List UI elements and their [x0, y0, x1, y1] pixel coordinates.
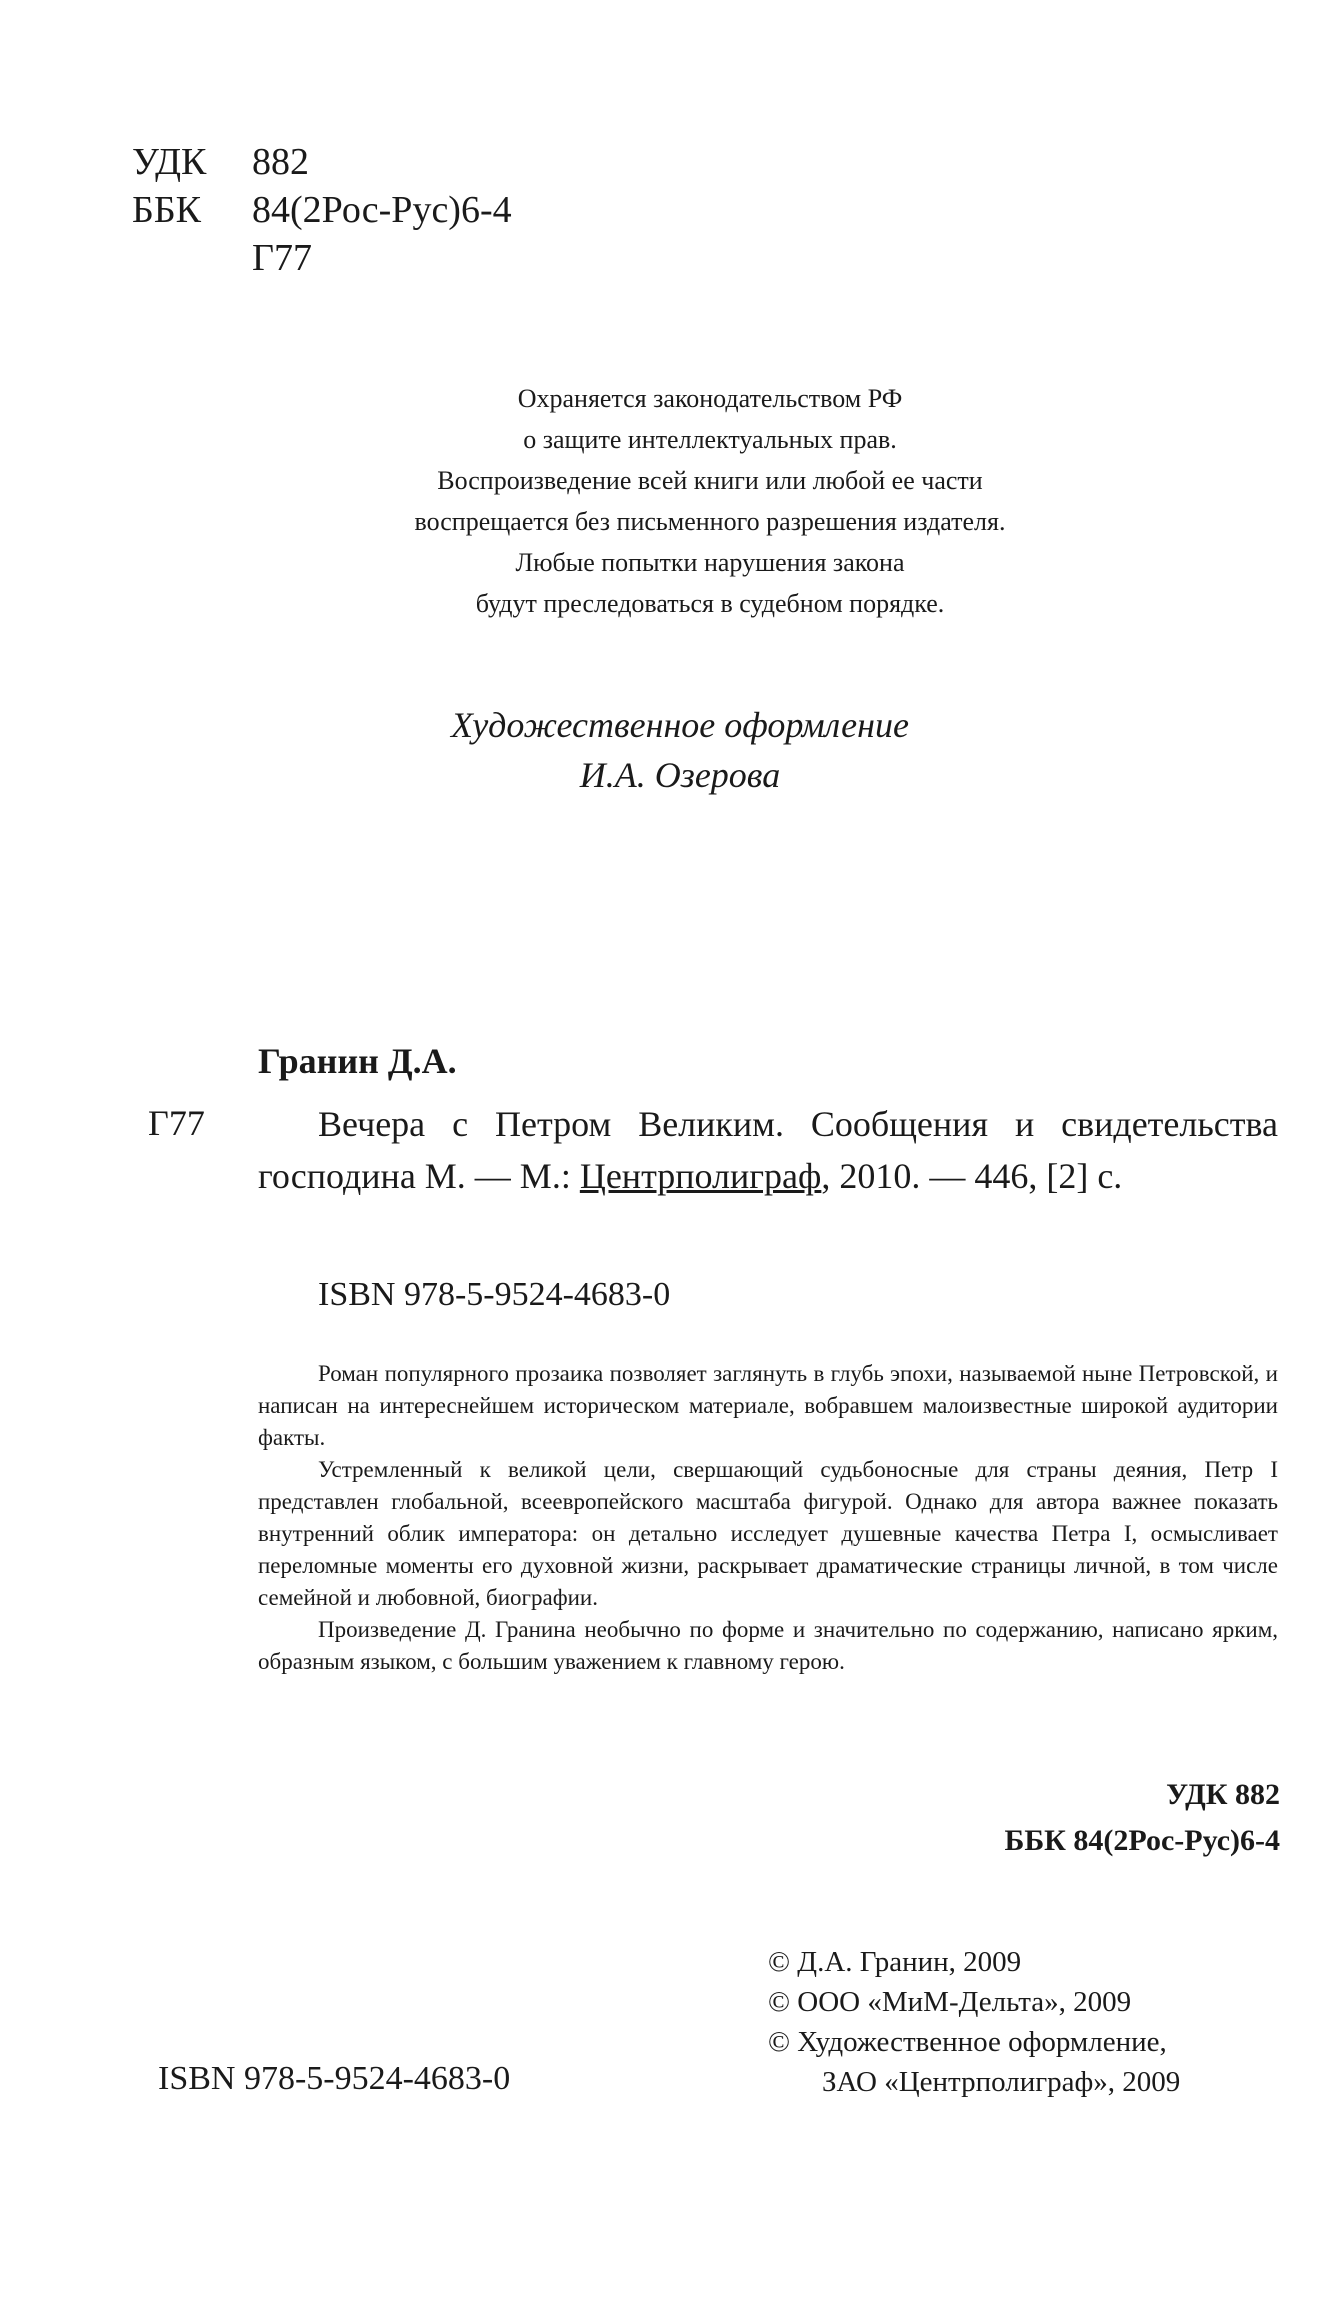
- bbk-label: ББК: [132, 189, 201, 231]
- bottom-bbk: ББК 84(2Рос-Рус)6-4: [1004, 1824, 1280, 1857]
- publisher-name: Центрполиграф: [579, 1156, 822, 1196]
- annotation-paragraph: Роман популярного прозаика позволяет заглянуть в глубь эпохи, называемой ныне Петровской, и написан на интереснейшем историческом материале, вобравшем малоизвестные широкой аудитории факты.: [258, 1361, 1278, 1450]
- design-credit-title: Художественное оформление: [451, 705, 909, 745]
- notice-line: Воспроизведение всей книги или любой ее части: [437, 466, 983, 495]
- top-classification-codes: [132, 138, 512, 282]
- copyright-line: © ООО «МиМ-Дельта», 2009: [768, 1986, 1132, 2018]
- notice-line: воспрещается без письменного разрешения издателя.: [414, 507, 1006, 536]
- copyright-line: ЗАО «Центрполиграф», 2009: [822, 2066, 1181, 2098]
- copyright-line: © Художественное оформление,: [768, 2026, 1167, 2058]
- isbn-line: ISBN 978-5-9524-4683-0: [318, 1276, 671, 1313]
- notice-line: Любые попытки нарушения закона: [515, 548, 905, 577]
- design-credit: [330, 700, 1030, 800]
- annotation-paragraph: Произведение Д. Гранина необычно по форме и значительно по содержанию, написано ярким, образным языком, с большим уважением к главному герою.: [258, 1617, 1278, 1674]
- copyright-notice: [290, 378, 1130, 624]
- bottom-udk: УДК 882: [1166, 1778, 1280, 1811]
- udk-value: 882: [252, 141, 309, 183]
- annotation: [258, 1358, 1278, 1678]
- copyright-line: © Д.А. Гранин, 2009: [768, 1946, 1022, 1978]
- author-name: Гранин Д.А.: [258, 1041, 457, 1081]
- bottom-classification-codes: [880, 1772, 1280, 1864]
- annotation-paragraph: Устремленный к великой цели, свершающий судьбоносные для страны деяния, Петр I представлен глобальной, всеевропейского масштаба фигурой. Однако для автора важнее показать внутренний облик императора: он детально исследует душевные качества Петра I, осмысливает переломные моменты его духовной жизни, раскрывает драматические страницы личной, в том числе семейной и любовной, биографии.: [258, 1457, 1278, 1610]
- bbk-row: [132, 186, 512, 234]
- isbn-bottom: ISBN 978-5-9524-4683-0: [158, 2060, 511, 2097]
- catalog-code: Г77: [148, 1103, 205, 1143]
- bibliographic-description: [258, 1098, 1278, 1202]
- description-before: Вечера с Петром Великим. Сообщения и свидетельства господина М. — М.:: [258, 1104, 1278, 1196]
- description-after: , 2010. — 446, [2] с.: [821, 1156, 1123, 1196]
- bbk-value: 84(2Рос-Рус)6-4: [252, 189, 512, 231]
- design-credit-artist: И.А. Озерова: [579, 755, 781, 795]
- notice-line: о защите интеллектуальных прав.: [523, 425, 897, 454]
- udk-row: [132, 138, 512, 186]
- udk-label: УДК: [132, 141, 207, 183]
- copyright-statements: [768, 1942, 1288, 2102]
- author-sign: Г77: [252, 237, 312, 279]
- notice-line: будут преследоваться в судебном порядке.: [475, 589, 945, 618]
- notice-line: Охраняется законодательством РФ: [517, 384, 903, 413]
